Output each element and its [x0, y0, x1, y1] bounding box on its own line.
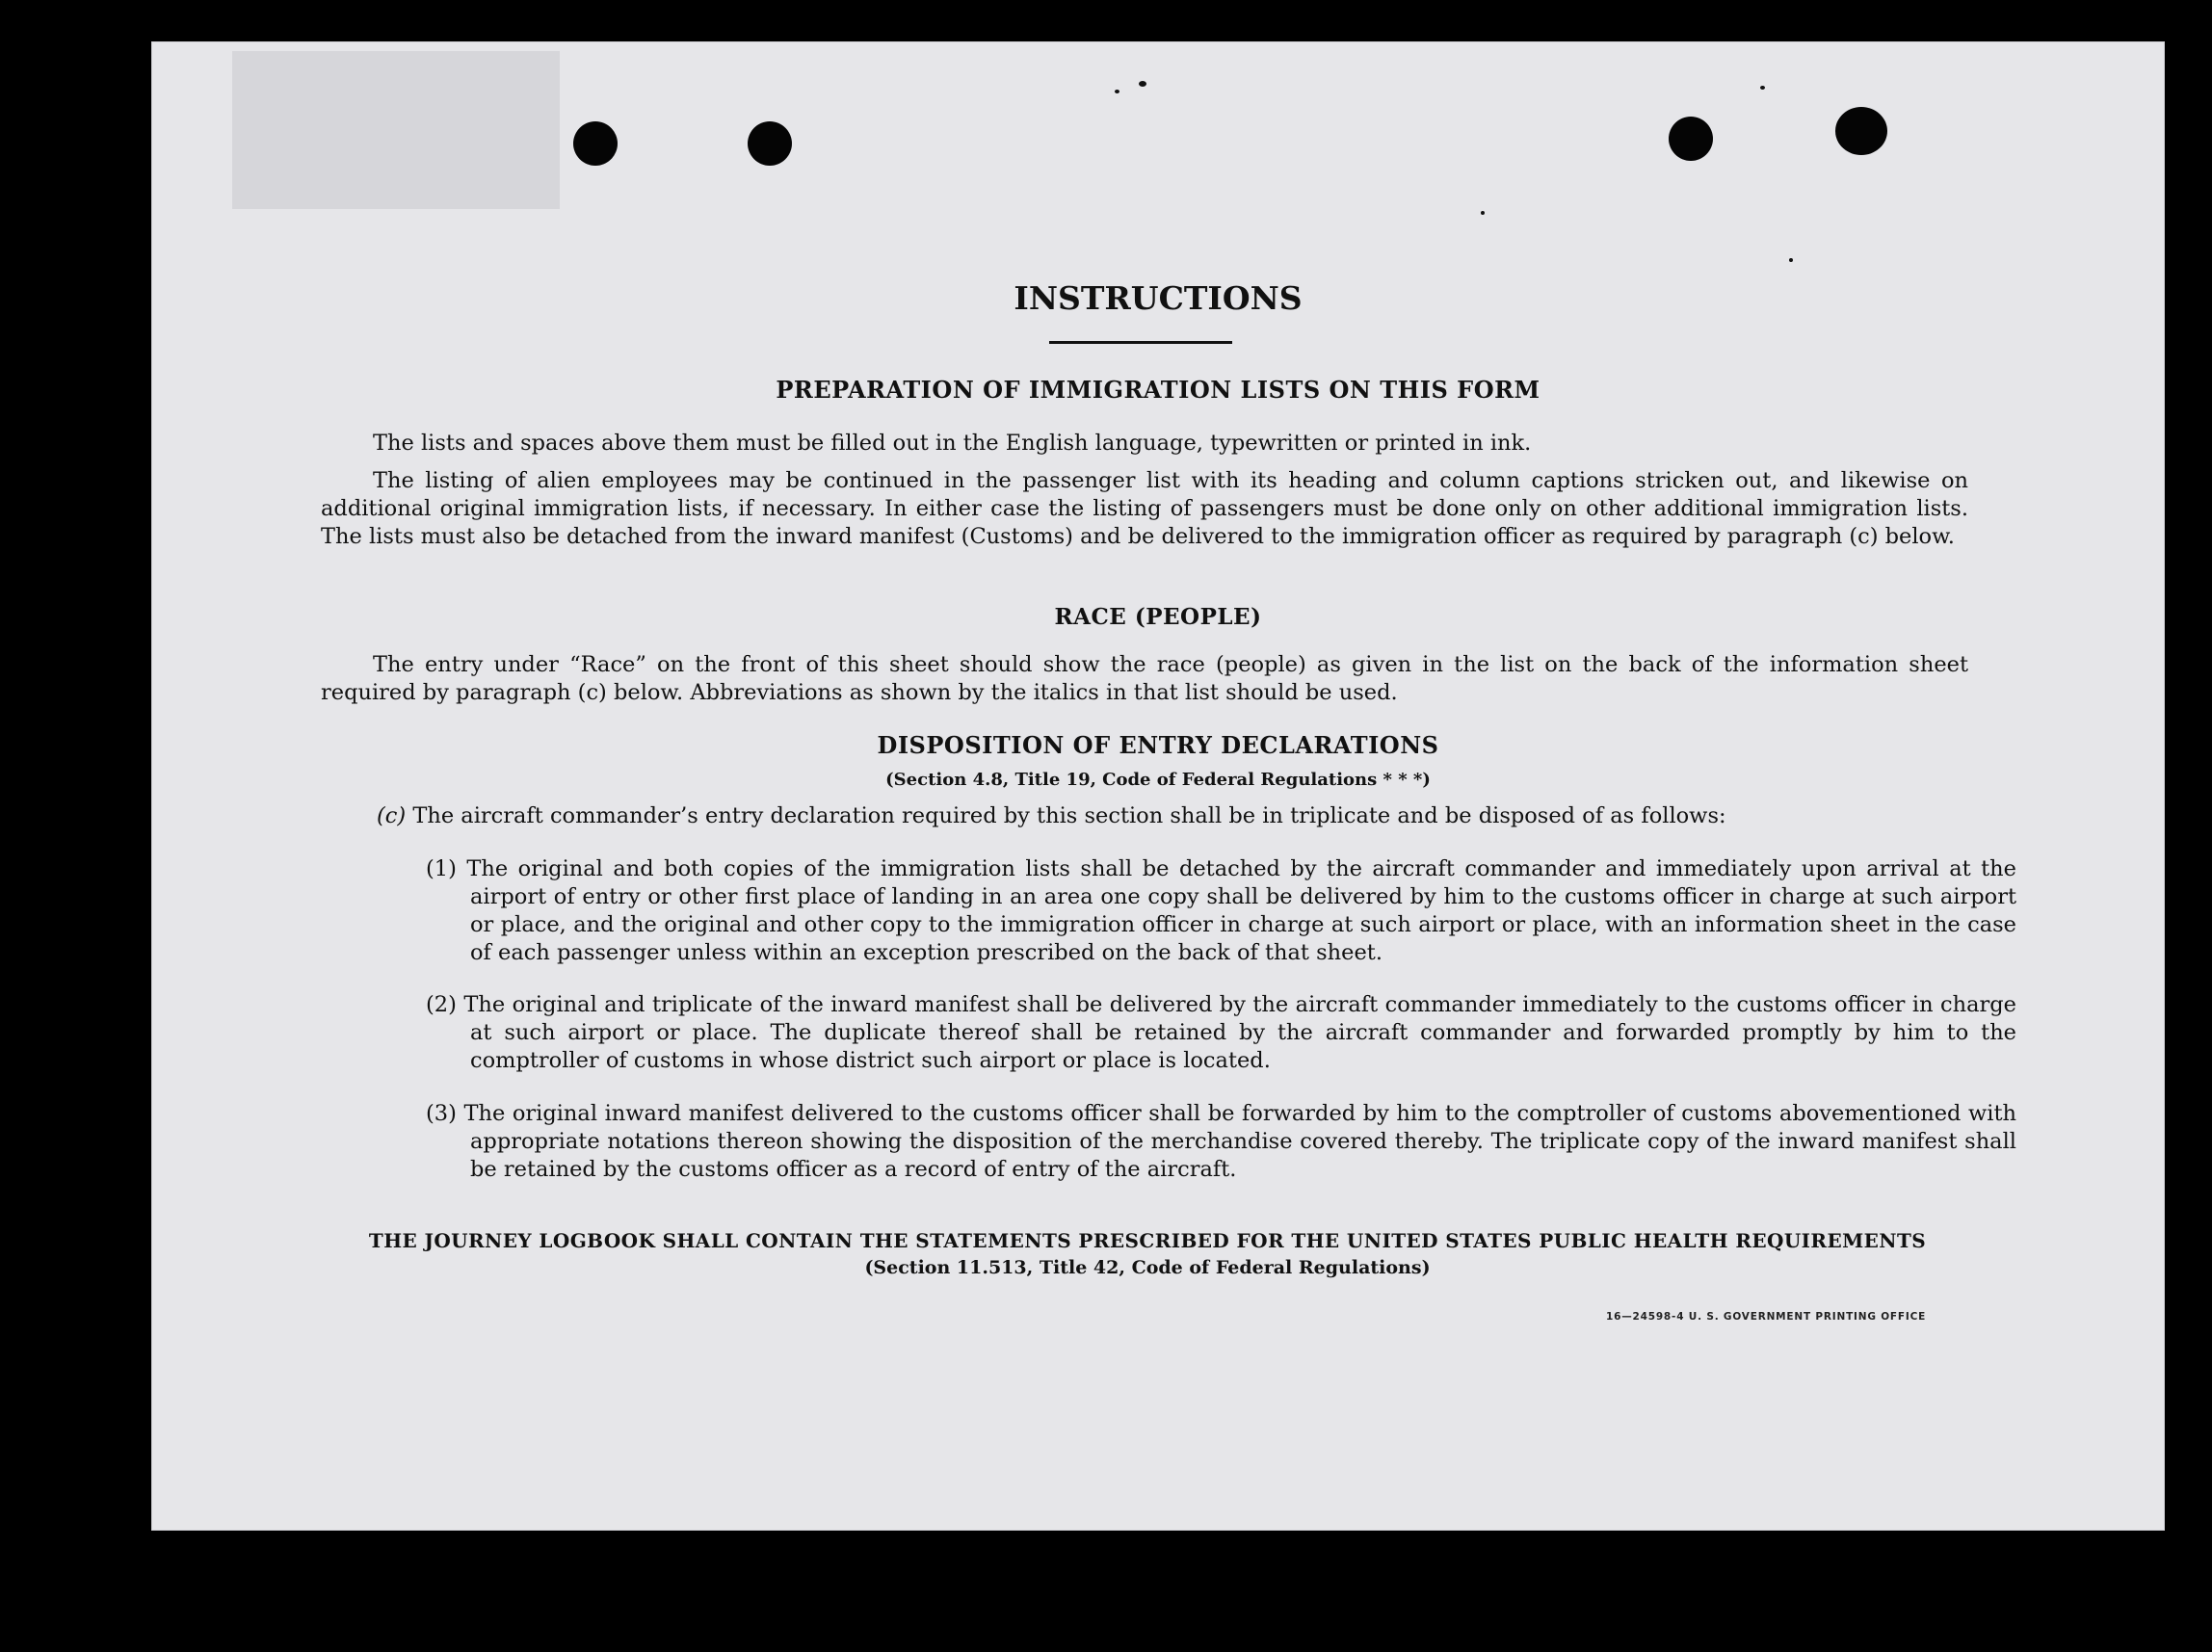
ink-speck: [1115, 90, 1119, 93]
paragraph-alien-employees: [321, 467, 1968, 551]
ink-speck: [1481, 211, 1485, 215]
footer-citation: (Section 11.513, Title 42, Code of Federal Regulations): [864, 1257, 1431, 1278]
item-number: (3): [426, 1101, 457, 1126]
item-text: The original and triplicate of the inward manifest shall be delivered by the aircraft commander immediately to the customs officer in charge at such airport or place. The duplicate thereof shall be retained by the aircraft commander and forwarded promptly by him to the comptroller of customs in whose district such airport or place is located.: [463, 992, 2017, 1073]
section-heading-race: RACE (PEOPLE): [1054, 604, 1262, 630]
list-item: [426, 1100, 2016, 1184]
page-title: INSTRUCTIONS: [1014, 279, 1303, 317]
document-page: [151, 41, 2165, 1531]
list-item: [426, 991, 2016, 1075]
list-item: [426, 855, 2016, 967]
clause-label: (c): [377, 803, 407, 828]
item-number: (2): [426, 992, 457, 1017]
ink-speck: [1139, 81, 1146, 87]
punch-hole: [748, 121, 792, 166]
section-heading-preparation: PREPARATION OF IMMIGRATION LISTS ON THIS FORM: [776, 376, 1540, 404]
section-citation: (Section 4.8, Title 19, Code of Federal Regulations * * *): [885, 770, 1431, 790]
section-heading-disposition: DISPOSITION OF ENTRY DECLARATIONS: [877, 731, 1439, 759]
punch-hole: [1669, 117, 1713, 161]
ink-speck: [1760, 86, 1765, 90]
item-text: The original and both copies of the immigration lists shall be detached by the aircraft commander and immediately upon arrival at the airport of entry or other first place of landing in an area one copy shall be delivered by him to the customs officer in charge at such airport or place, and the original and other copy to the immigration officer in charge at such airport or place, with an information sheet in the case of each passenger unless within an exception prescribed on the back of that sheet.: [466, 856, 2016, 965]
paragraph-language-text: The lists and spaces above them must be filled out in the English language, typewritten or printed in ink.: [373, 431, 1532, 456]
clause-c: [377, 802, 1968, 830]
paragraph-language: [321, 430, 1968, 458]
paper-discoloration: [232, 51, 560, 209]
item-number: (1): [426, 856, 457, 881]
punch-hole: [1835, 107, 1887, 155]
printing-office-code: 16—24598-4 U. S. GOVERNMENT PRINTING OFFICE: [1606, 1311, 1927, 1323]
ink-speck: [1789, 258, 1793, 262]
paragraph-alien-employees-text: The listing of alien employees may be continued in the passenger list with its heading and column captions stricken out, and likewise on additional original immigration lists, if necessary. In either case the listing of passengers must be done only on other additional immigration lists. The lists must also be detached from the inward manifest (Customs) and be delivered to the immigration officer as required by paragraph (c) below.: [321, 468, 1968, 549]
punch-hole: [573, 121, 618, 166]
title-underline: [1049, 341, 1232, 344]
item-text: The original inward manifest delivered to the customs officer shall be forwarded by him to the comptroller of customs abovementioned with appropriate notations thereon showing the disposition of the merchandise covered thereby. The triplicate copy of the inward manifest shall be retained by the customs officer as a record of entry of the aircraft.: [463, 1101, 2016, 1182]
paragraph-race-text: The entry under “Race” on the front of this sheet should show the race (people) as given in the list on the back of the information sheet required by paragraph (c) below. Abbreviations as shown by the italics in that list should be used.: [321, 652, 1968, 705]
clause-text: The aircraft commander’s entry declaration required by this section shall be in triplicate and be disposed of as follows:: [412, 803, 1726, 828]
footer-statement: THE JOURNEY LOGBOOK SHALL CONTAIN THE STATEMENTS PRESCRIBED FOR THE UNITED STATES PUBLIC HEALTH REQUIREMENTS: [368, 1229, 1927, 1252]
paragraph-race: [321, 651, 1968, 707]
